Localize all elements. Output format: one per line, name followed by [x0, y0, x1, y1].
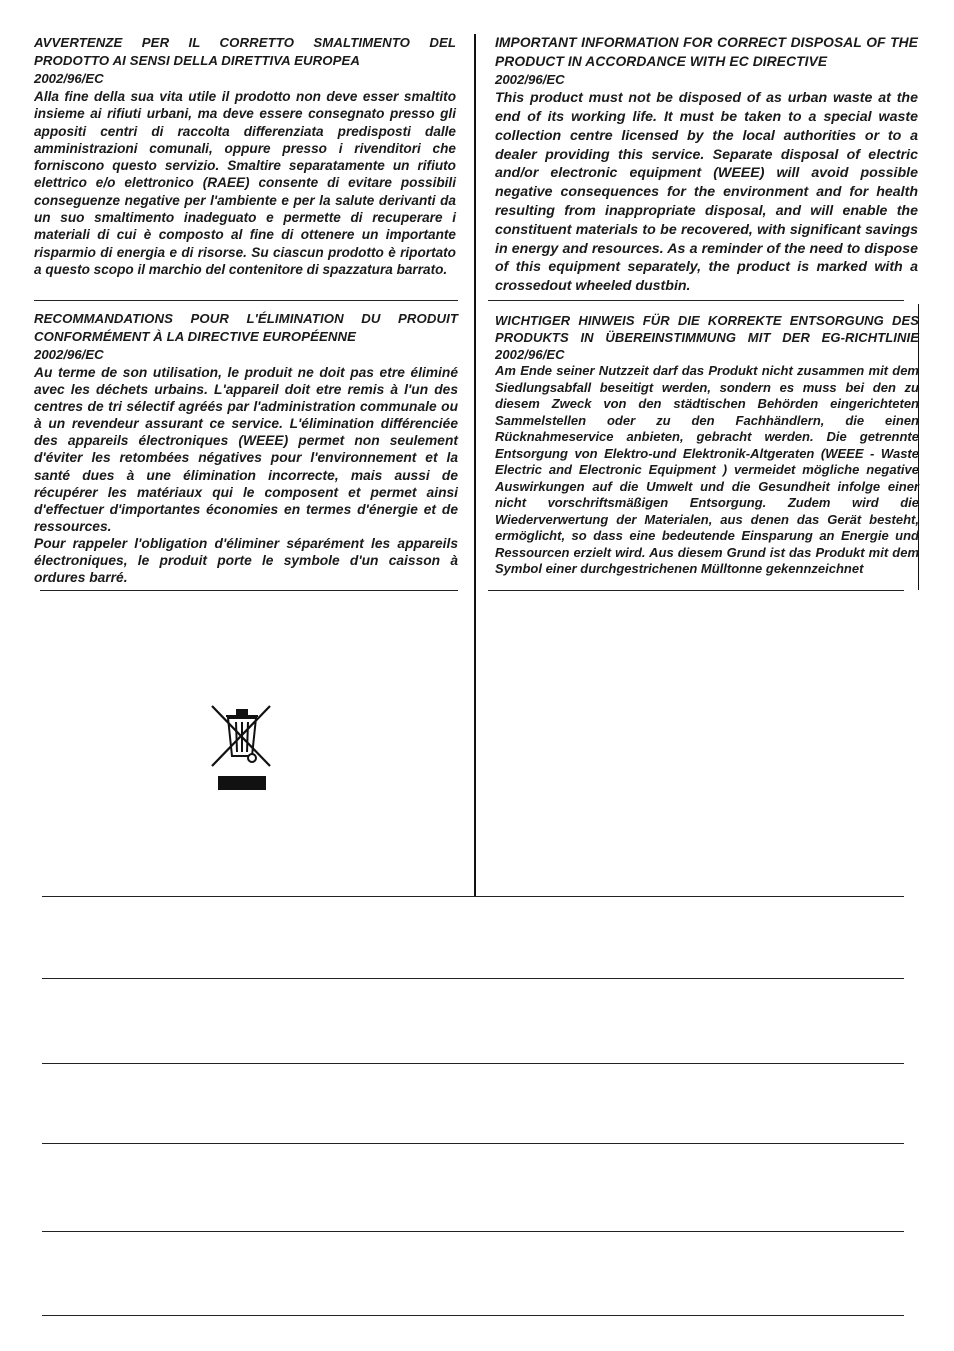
section-border [918, 304, 919, 590]
section-heading: WICHTIGER HINWEIS FÜR DIE KORREKTE ENTSORGUNG DES PRODUKTS IN ÜBEREINSTIMMUNG MIT DER EG-RICHTLINIE 2002/96/EC [495, 313, 919, 362]
notes-line [42, 1063, 904, 1064]
column-divider [474, 34, 476, 896]
notes-line [42, 1315, 904, 1316]
body-paragraph: Au terme de son utilisation, le produit ne doit pas etre éliminé avec les déchets urbains. L'appareil doit etre remis à l'un des centres de tri sélectif agréés par l'administration communale ou à un revendeur assurant ce service. L'élimination différenciée des appareils électroniques (WEEE) permet non seulement d'éviter les retombées négatives pour l'environnement et la santé dues à une élimination incorrecte, mais aussi de récupérer les matériaux qui le composent et permet ainsi d'effectuer d'importantes économies en termes d'énergie et de ressources. [34, 365, 458, 534]
section-body [495, 89, 918, 296]
section-heading: IMPORTANT INFORMATION FOR CORRECT DISPOSAL OF THE PRODUCT IN ACCORDANCE WITH EC DIRECTIVE [495, 35, 918, 69]
divider [488, 590, 904, 591]
divider [40, 590, 458, 591]
section-heading: RECOMMANDATIONS POUR L'ÉLIMINATION DU PRODUIT CONFORMÉMENT À LA DIRECTIVE EUROPÉENNE [34, 311, 458, 344]
section-body [34, 364, 458, 586]
section-italian [34, 34, 456, 278]
section-body [495, 363, 919, 578]
directive-reference: 2002/96/EC [34, 71, 104, 86]
directive-reference: 2002/96/EC [495, 72, 565, 88]
section-english [495, 34, 918, 296]
body-paragraph: Am Ende seiner Nutzzeit darf das Produkt nicht zusammen mit dem Siedlungsabfall beseitigt werden, sondern es muss bei den zu diesem Zweck von den städtischen Behörden eingerichteten Sammelstellen oder zu den Fachhändlern, die einen Rücknahmeservice anbieten, gebracht werden. Die getrennte Entsorgung von Elektro-und Elektronik-Altgeraten (WEEE - Waste Electric and Electronic Equipment ) vermeidet mögliche negative Auswirkungen auf die Umwelt und die Gesundheit infolge einer nicht vorschriftsmäßigen Entsorgung. Zudem wird die Wiederverwertung der Materialen, aus denen das Gerät besteht, ermöglicht, so dass eine bedeutende Einsparung an Energie und Ressourcen erzielt wird. Aus diesem Grund ist das Produkt mit dem Symbol einer durchgestrichenen Mülltonne gekennzeichnet [495, 363, 919, 576]
divider [488, 300, 904, 301]
section-german [495, 312, 919, 578]
section-heading: AVVERTENZE PER IL CORRETTO SMALTIMENTO DEL PRODOTTO AI SENSI DELLA DIRETTIVA EUROPEA [34, 35, 456, 68]
divider [34, 300, 458, 301]
crossed-out-wheeled-bin-icon [210, 704, 274, 792]
notes-line [42, 1231, 904, 1232]
section-body [34, 88, 456, 278]
section-french [34, 310, 458, 586]
directive-reference: 2002/96/EC [34, 347, 104, 362]
body-paragraph: Alla fine della sua vita utile il prodotto non deve esser smaltito insieme ai rifiuti urbani, ma deve essere consegnato presso gli appositi centri di raccolta differenziata predisposti dalle amministrazioni comunali, oppure presso i rivenditori che forniscono questo servizio. Smaltire separatamente un rifiuto elettrico e/o elettronico (RAEE) consente di evitare possibili conseguenze negative per l'ambiente e per la salute derivanti da un suo smaltimento inadeguato e permette di recuperare i materiali di cui è composto al fine di ottenere un importante risparmio di energia e di risorse. Su ciascun prodotto è riportato a questo scopo il marchio del contenitore di spazzatura barrato. [34, 89, 456, 277]
notes-line [42, 896, 904, 897]
notes-line [42, 1143, 904, 1144]
body-paragraph: Pour rappeler l'obligation d'éliminer séparément les appareils électroniques, le produit porte le symbole d'un caisson à ordures barré. [34, 535, 458, 586]
notes-line [42, 978, 904, 979]
body-paragraph: This product must not be disposed of as urban waste at the end of its working life. It must be taken to a special waste collection centre licensed by the local authorities or to a dealer providing this service. Separate disposal of electric and/or electronic equipment (WEEE) will avoid possible negative consequences for the environment and for health resulting from inappropriate disposal, and will enable the constituent materials to be recovered, with significant savings in energy and resources. As a reminder of the need to dispose of this equipment separately, the product is marked with a crossedout wheeled dustbin. [495, 90, 918, 295]
